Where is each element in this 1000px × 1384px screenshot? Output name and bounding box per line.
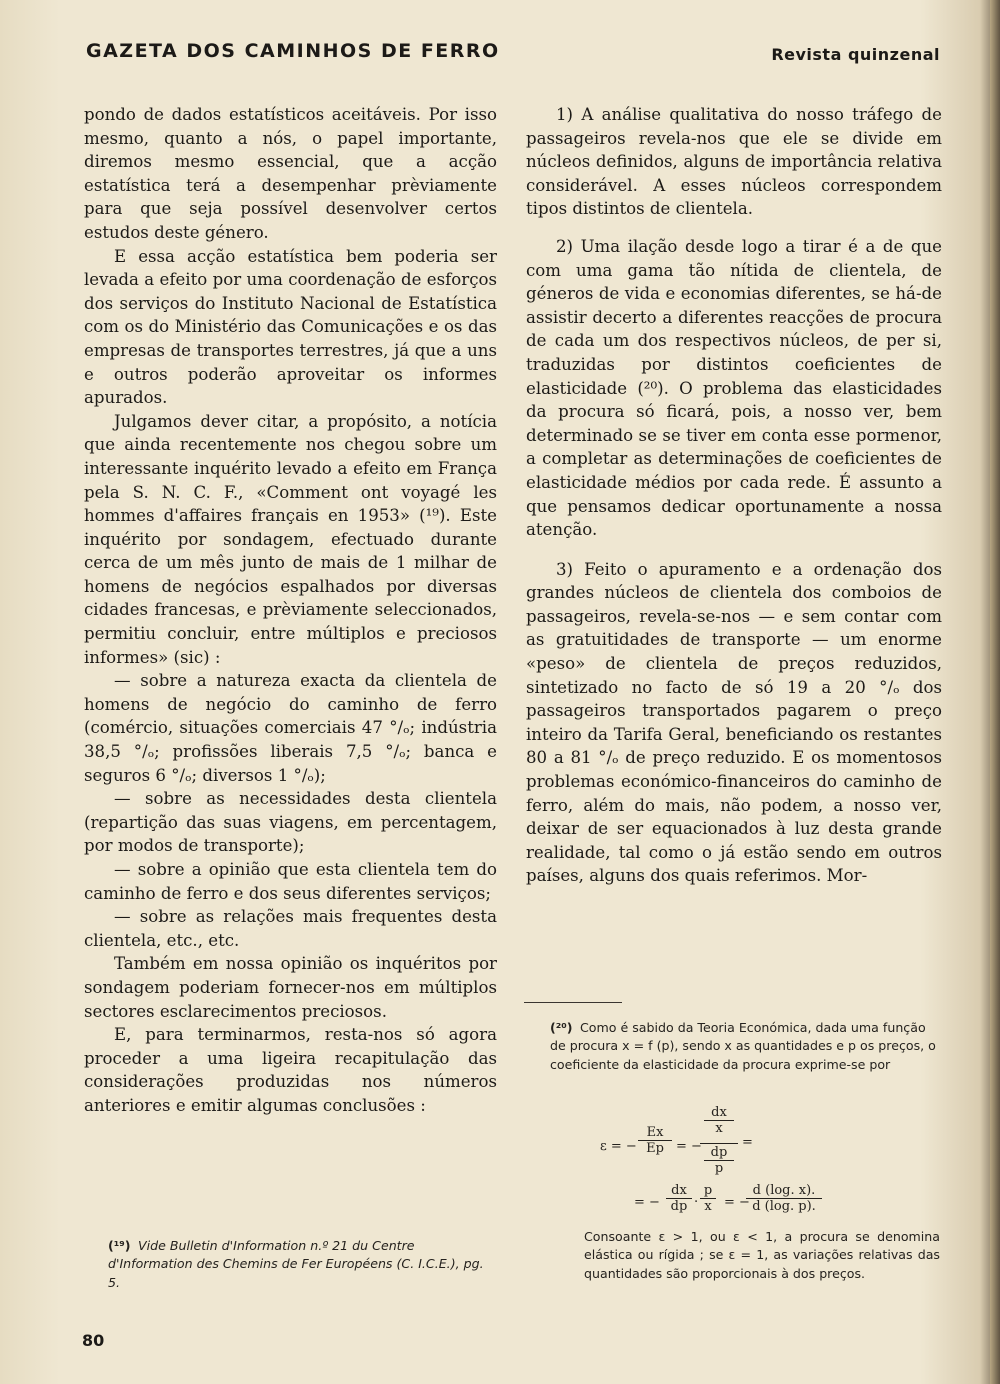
list-item: — sobre a opinião que esta clientela tem do caminho de ferro e dos seus diferentes serviços;: [84, 860, 497, 903]
footnote-intro: Como é sabido da Teoria Económica, dada uma função de procura x = f (p), sendo x as quantidades e p os preços, o coeficiente da elasticidade da procura exprime-se por: [550, 1020, 936, 1072]
conclusion-2: 2) Uma ilação desde logo a tirar é a de que com uma gama tão nítida de clientela, de géneros de vida e economias diferentes, se há-de assistir decerto a diferentes reacções de procura de cada um dos respectivos núcleos, de per si, traduzidas por distintos coeficientes de elasticidade (²⁰). O problema das elasticidades da procura só ficará, pois, a nosso ver, bem determinado se se tiver em conta esse pormenor, a completar as determinações de coeficientes de elasticidade médios por cada rede. É assunto a que pensamos dedicar oportunamente a nossa atenção.: [526, 236, 942, 540]
formula-dp: dp: [704, 1145, 734, 1161]
formula-eq4: = −: [724, 1195, 750, 1210]
formula-x-2: x: [704, 1199, 712, 1214]
footnote-marker: (¹⁹): [108, 1238, 131, 1253]
fraction-dp-p: [704, 1145, 734, 1176]
paragraph: Também em nossa opinião os inquéritos por sondagem poderiam fornecer-nos em múltiplos sectores esclarecimentos preciosos.: [84, 954, 497, 1021]
list-item: — sobre as necessidades desta clientela (repartição das suas viagens, em percentagem, por modos de transporte);: [84, 789, 497, 856]
formula-dot: .: [694, 1191, 699, 1206]
formula-p-2: p: [700, 1183, 716, 1199]
formula-eq1: = −: [676, 1139, 702, 1154]
formula-eq2: =: [742, 1135, 753, 1150]
formula-dx: dx: [704, 1105, 734, 1121]
fraction-dx-dp: [666, 1183, 692, 1214]
fraction-ex-ep: [638, 1125, 672, 1156]
formula-p: p: [714, 1161, 724, 1176]
journal-title: GAZETA DOS CAMINHOS DE FERRO: [86, 40, 500, 62]
formula-ep: Ep: [646, 1141, 664, 1156]
main-fraction-bar: [700, 1143, 738, 1144]
fraction-dlog: [746, 1183, 822, 1214]
page-edge-shadow: [990, 0, 1000, 1384]
list-item: — sobre as relações mais frequentes desta clientela, etc., etc.: [84, 907, 497, 950]
list-item: — sobre a natureza exacta da clientela de homens de negócio do caminho de ferro (comércio, situações comerciais 47 °/ₒ; indústria 38,5 °/ₒ; profissões liberais 7,5 °/ₒ; banca e seguros 6 °/ₒ; diversos 1 °/ₒ);: [84, 671, 497, 785]
journal-subtitle: Revista quinzenal: [771, 45, 940, 64]
footnote-separator: [524, 1002, 622, 1003]
footnote-conclusion: Consoante ε > 1, ou ε < 1, a procura se denomina elástica ou rígida ; se ε = 1, as variações relativas das quantidades são proporcionais à dos preços.: [584, 1229, 940, 1281]
fraction-dx-x: [704, 1105, 734, 1136]
paragraph: E essa acção estatística bem poderia ser levada a efeito por uma coordenação de esforços dos serviços do Instituto Nacional de Estatística com os do Ministério das Comunicações e os das empresas de transportes terrestres, já que a uns e outros poderão aproveitar os informes apurados.: [84, 246, 497, 408]
formula-dlogx: d (log. x).: [746, 1183, 822, 1199]
formula-dx-2: dx: [666, 1183, 692, 1199]
formula-ex: Ex: [638, 1125, 672, 1141]
conclusion-1: 1) A análise qualitativa do nosso tráfego de passageiros revela-nos que ele se divide em núcleos definidos, alguns de importância relativa considerável. A esses núcleos correspondem tipos distintos de clientela.: [526, 105, 942, 219]
paragraph: Julgamos dever citar, a propósito, a notícia que ainda recentemente nos chegou sobre um interessante inquérito levado a efeito em França pela S. N. C. F., «Comment ont voyagé les hommes d'affaires français en 1953» (¹⁹). Este inquérito por sondagem, efectuado durante cerca de um mês junto de mais de 1 milhar de homens de negócios espalhados por diversas cidades francesas, e prèviamente seleccionados, permitiu concluir, entre múltiplos e preciosos informes» (sic) :: [84, 411, 497, 667]
formula-eps: ε = −: [600, 1139, 637, 1154]
left-column: [84, 103, 497, 1118]
formula-x: x: [715, 1121, 723, 1136]
elasticity-formula: [600, 1105, 816, 1225]
right-column: [526, 103, 942, 888]
footnote-20: [550, 1019, 942, 1074]
formula-eq3: = −: [634, 1195, 660, 1210]
footnote-19: [108, 1237, 498, 1292]
footnote-text: Vide Bulletin d'Information n.º 21 du Centre d'Information des Chemins de Fer Européens (C. I.C.E.), pg. 5.: [108, 1238, 484, 1290]
page-number: 80: [82, 1331, 105, 1350]
formula-dp-2: dp: [670, 1199, 688, 1214]
formula-dlogp: d (log. p).: [752, 1199, 816, 1214]
footnote-marker: (²⁰): [550, 1020, 573, 1035]
fraction-p-x: [700, 1183, 716, 1214]
paragraph: pondo de dados estatísticos aceitáveis. Por isso mesmo, quanto a nós, o papel importante, diremos mesmo essencial, que a acção estatística terá a desempenhar prèviamente para que seja possível desenvolver certos estudos deste género.: [84, 105, 497, 242]
conclusion-3: 3) Feito o apuramento e a ordenação dos grandes núcleos de clientela dos comboios de passageiros, revela-se-nos — e sem contar com as gratuitidades de transporte — um enorme «peso» de clientela de preços reduzidos, sintetizado no facto de só 19 a 20 °/ₒ dos passageiros transportados pagarem o preço inteiro da Tarifa Geral, beneficiando os restantes 80 a 81 °/ₒ de preço reduzido. E os momentosos problemas económico-financeiros do caminho de ferro, além do mais, não podem, a nosso ver, deixar de ser equacionados à luz desta grande realidade, tal como o já estão sendo em outros países, alguns dos quais referimos. Mor-: [526, 559, 942, 886]
paragraph: E, para terminarmos, resta-nos só agora proceder a uma ligeira recapitulação das considerações produzidas nos números anteriores e emitir algumas conclusões :: [84, 1025, 497, 1115]
